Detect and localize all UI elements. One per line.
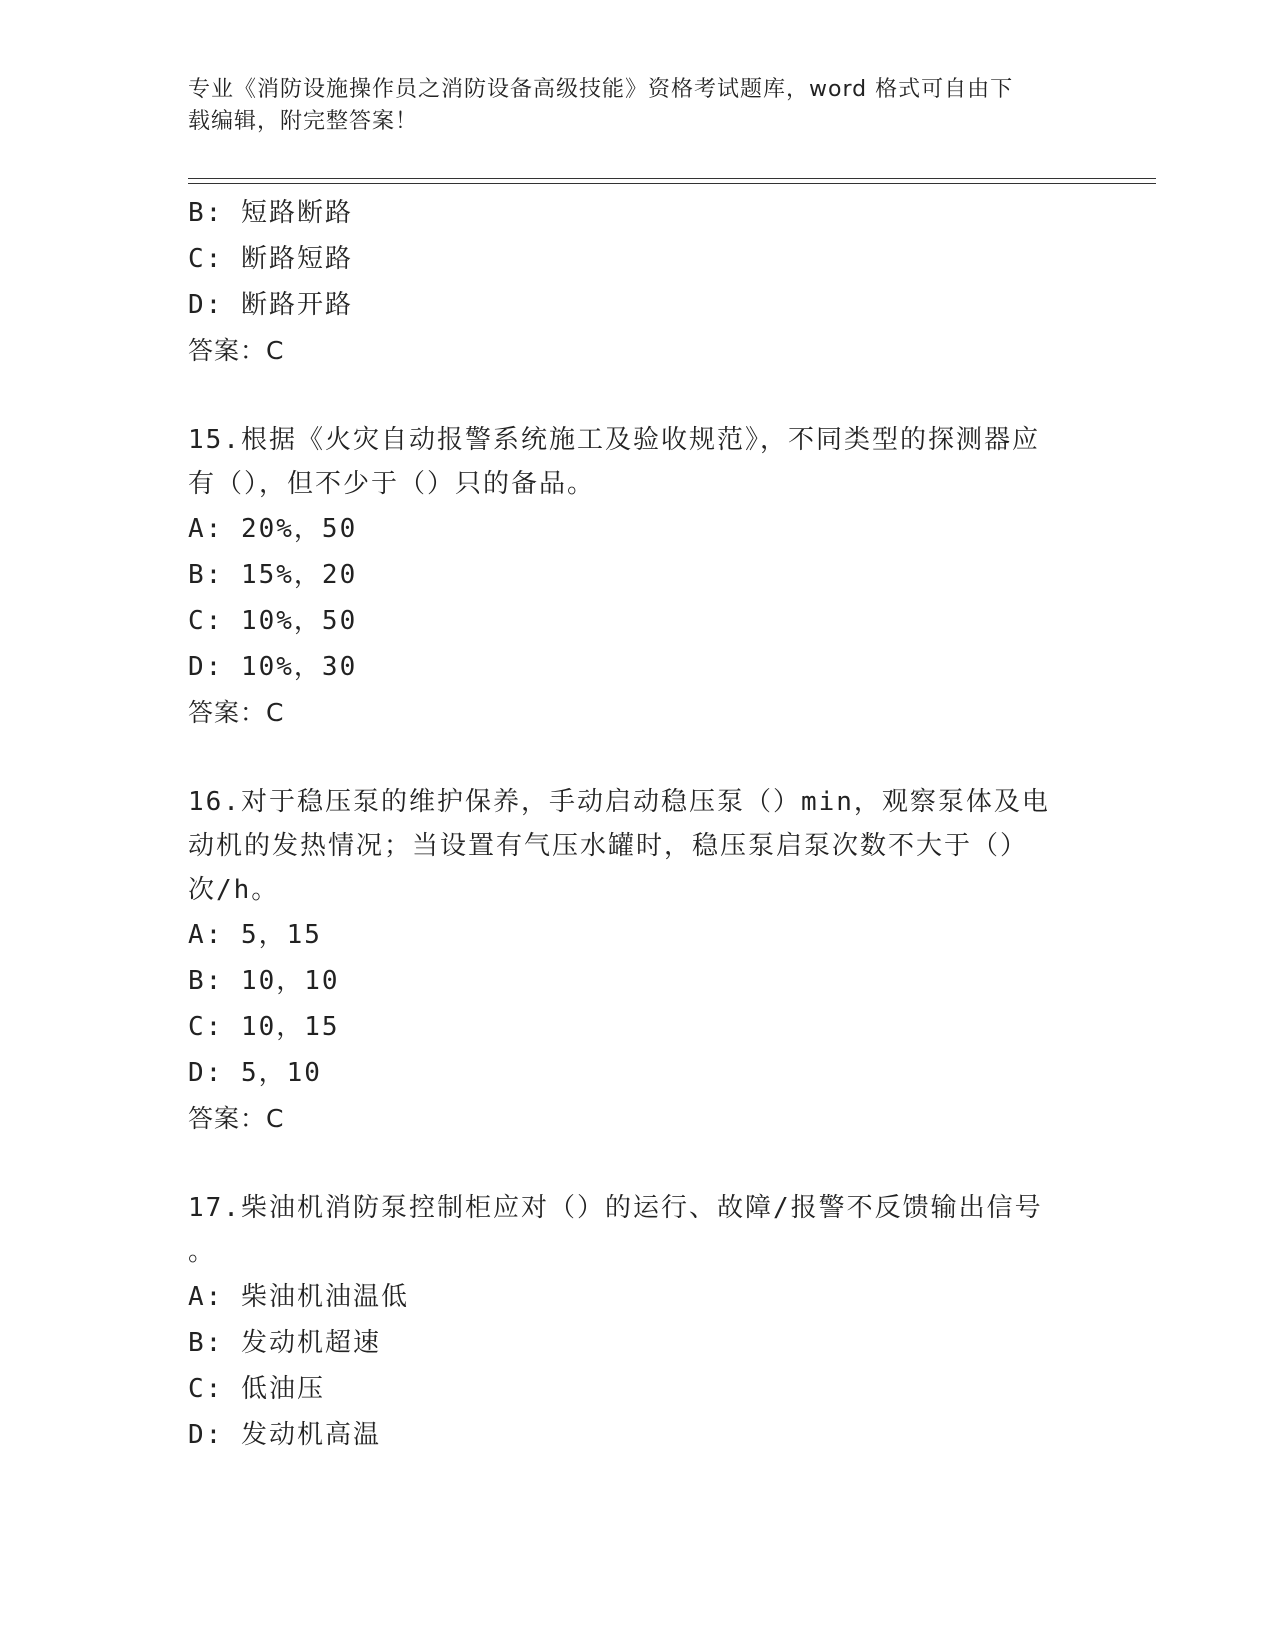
answer-line: 答案：C [188,336,285,365]
option-key: D: [188,290,224,320]
option-key: B: [188,198,224,228]
answer-line: 答案：C [188,698,285,727]
option-text: 断路开路 [240,290,353,320]
option-text: 10%，50 [240,606,358,636]
option-key: A: [188,1282,224,1312]
question-stem-line: 15.根据《火灾自动报警系统施工及验收规范》，不同类型的探测器应 [188,425,1040,455]
option-text: 20%，50 [240,514,358,544]
option-row [188,190,1108,236]
option-key: B: [188,1328,224,1358]
question-list [188,190,1108,1458]
option-key: C: [188,244,224,274]
option-row [188,1320,1108,1366]
option-row [188,1050,1108,1096]
header-line-1: 专业《消防设施操作员之消防设备高级技能》资格考试题库，word 格式可自由下 [188,77,1014,102]
option-row [188,598,1108,644]
option-row [188,958,1108,1004]
option-row [188,552,1108,598]
option-row [188,1004,1108,1050]
spacer [188,736,1108,780]
question-stem-line: 16.对于稳压泵的维护保养，手动启动稳压泵（）min，观察泵体及电 [188,787,1050,817]
option-row [188,506,1108,552]
option-row [188,282,1108,328]
option-row [188,236,1108,282]
option-text: 10，10 [240,966,340,996]
option-text: 15%，20 [240,560,358,590]
option-text: 发动机超速 [240,1328,381,1358]
question-15 [188,418,1108,736]
option-text: 10%，30 [240,652,358,682]
question-16 [188,780,1108,1142]
option-row [188,912,1108,958]
option-row [188,1274,1108,1320]
option-text: 5，15 [240,920,322,950]
spacer [188,374,1108,418]
option-text: 断路短路 [240,244,353,274]
option-text: 短路断路 [240,198,353,228]
option-key: B: [188,560,224,590]
option-row [188,1412,1108,1458]
option-key: A: [188,514,224,544]
option-key: C: [188,1012,224,1042]
option-text: 5，10 [240,1058,322,1088]
option-row [188,644,1108,690]
question-17 [188,1186,1108,1458]
question-stem-line: 17.柴油机消防泵控制柜应对（）的运行、故障/报警不反馈输出信号 [188,1193,1043,1223]
header-line-2: 载编辑，附完整答案！ [188,109,419,134]
option-text: 10，15 [240,1012,340,1042]
answer-line: 答案：C [188,1104,285,1133]
question-stem-line: 。 [188,1237,217,1267]
question-14-continued [188,190,1108,374]
option-key: C: [188,1374,224,1404]
question-stem-line: 次/h。 [188,875,280,905]
option-row [188,1366,1108,1412]
option-key: A: [188,920,224,950]
spacer [188,1142,1108,1186]
page-header [188,74,1048,138]
question-stem-line: 动机的发热情况；当设置有气压水罐时，稳压泵启泵次数不大于（） [188,831,1029,861]
option-text: 低油压 [240,1374,325,1404]
option-key: D: [188,1420,224,1450]
option-key: B: [188,966,224,996]
header-divider [188,178,1156,184]
option-key: D: [188,1058,224,1088]
option-key: C: [188,606,224,636]
option-text: 柴油机油温低 [240,1282,409,1312]
question-stem-line: 有（），但不少于（）只的备品。 [188,469,596,499]
option-key: D: [188,652,224,682]
option-text: 发动机高温 [240,1420,381,1450]
